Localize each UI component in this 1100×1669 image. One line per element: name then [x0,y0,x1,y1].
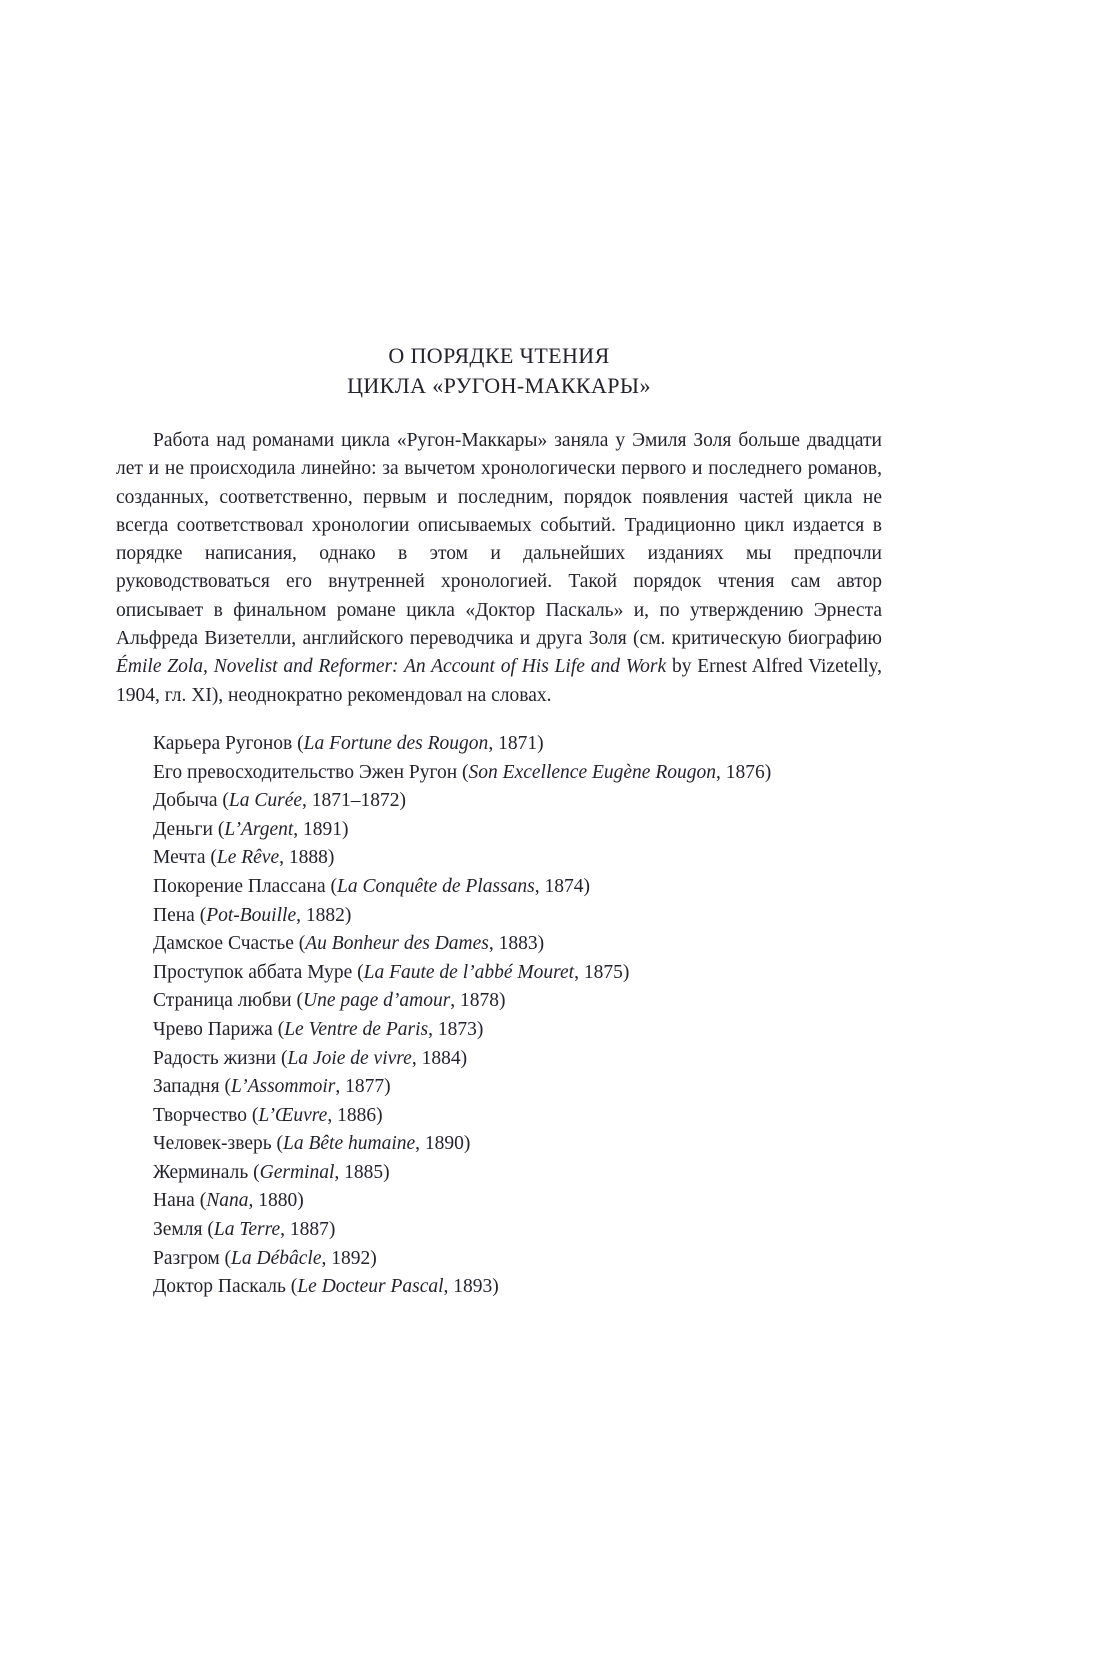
book-title-fr: Le Docteur Pascal [297,1276,444,1298]
book-title-fr: Au Bonheur des Dames [305,933,489,955]
book-title-fr: La Terre [213,1219,281,1241]
page-title-line2: ЦИКЛА «РУГОН-МАККАРЫ» [347,373,651,398]
book-year: , 1880) [248,1190,304,1212]
book-title-fr: Une page d’amour [302,990,451,1012]
book-year: , 1887) [280,1219,336,1241]
book-title-ru: Деньги ( [153,818,225,840]
book-year: , 1888) [279,847,335,869]
book-title-fr: L’Œuvre [258,1104,328,1126]
book-year: , 1884) [411,1047,468,1069]
book-item [116,730,882,759]
book-item [116,1273,882,1302]
book-title-ru: Проступок аббата Муре ( [153,961,364,983]
book-title-ru: Дамское Счастье ( [153,933,306,955]
book-title-fr: Nana [206,1190,249,1212]
book-title-fr: Son Excellence Eugène Rougon [468,761,716,783]
book-item [116,816,882,845]
book-title-ru: Земля ( [153,1219,214,1241]
book-title-ru: Покорение Плассана ( [153,875,338,897]
book-item [116,1216,882,1245]
book-title-ru: Жерминаль ( [153,1161,260,1183]
book-year: , 1890) [415,1133,471,1155]
book-year: , 1893) [443,1276,499,1298]
book-title-ru: Пена ( [153,904,207,926]
book-title-fr: La Joie de vivre [287,1047,412,1069]
book-year: , 1886) [327,1104,383,1126]
book-title-ru: Человек-зверь ( [153,1133,283,1155]
book-title-fr: L’Argent [224,818,294,840]
book-title-fr: Le Ventre de Paris [284,1018,429,1040]
book-title-ru: Мечта ( [153,847,217,869]
book-item [116,987,882,1016]
book-item [116,1130,882,1159]
book-page [116,341,882,1302]
page-title-line1: О ПОРЯДКЕ ЧТЕНИЯ [388,343,610,368]
book-list [116,730,882,1302]
book-year: , 1883) [488,933,545,955]
book-item [116,1073,882,1102]
book-year: , 1875) [574,961,630,983]
book-title-ru: Западня ( [153,1076,231,1098]
book-title-ru: Радость жизни ( [153,1047,288,1069]
book-title-fr: La Fortune des Rougon [303,732,489,754]
book-year: , 1885) [334,1161,390,1183]
book-year: , 1876) [715,761,772,783]
book-item [116,902,882,931]
book-title-ru: Творчество ( [153,1104,259,1126]
book-year: , 1891) [293,818,349,840]
book-item [116,959,882,988]
book-item [116,1102,882,1131]
book-title-ru: Карьера Ругонов ( [153,732,304,754]
book-title-ru: Разгром ( [153,1247,232,1269]
book-item [116,1159,882,1188]
paragraph-text-end: by Ernest Alfred Vizetelly, 1904, гл. XI), неоднократно рекомендовал на словах. [116,656,883,706]
book-title-fr: La Conquête de Plassans [337,875,535,897]
page-title [116,341,882,401]
book-title-fr: Le Rêve [216,847,280,869]
book-item [116,930,882,959]
book-item [116,1187,882,1216]
book-year: , 1877) [335,1076,391,1098]
book-year: , 1871–1872) [302,790,407,812]
book-year: , 1871) [488,732,544,754]
book-item [116,1045,882,1074]
book-year: , 1874) [534,875,590,897]
book-item [116,1245,882,1274]
book-title-fr: Germinal [259,1161,335,1183]
book-title-fr: La Débâcle [231,1247,322,1269]
paragraph-text: Работа над романами цикла «Ругон-Маккары» заняла у Эмиля Золя больше двадцати лет и не происходила линейно: за вычетом хронологически первого и последнего романов, созданных, соответственно, первым и последним, порядок появления частей цикла не всегда соответствовал хронологии описываемых событий. Традиционно цикл издается в порядке написания, однако в этом и дальнейших изданиях мы предпочли руководствоваться его внутренней хронологией. Такой порядок чтения сам автор описывает в финальном романе цикла «Доктор Паскаль» и, по утверждению Эрнеста Альфреда Визетелли, английского переводчика и друга Золя (см. критическую биографию [116,430,882,650]
book-title-fr: L’Assommoir [230,1076,336,1098]
book-title-fr: La Curée [228,790,303,812]
book-title-fr: La Bête humaine [283,1133,416,1155]
book-title-ru: Страница любви ( [153,990,303,1012]
book-year: , 1882) [296,904,352,926]
book-item [116,787,882,816]
book-item [116,759,882,788]
book-title-ru: Доктор Паскаль ( [153,1276,298,1298]
lead-paragraph [116,427,882,710]
book-item [116,1016,882,1045]
book-title-ru: Нана ( [153,1190,207,1212]
book-year: , 1873) [428,1018,484,1040]
book-title-ru: Его превосходительство Эжен Ругон ( [153,761,469,783]
book-year: , 1892) [321,1247,377,1269]
book-item [116,873,882,902]
book-title-ru: Чрево Парижа ( [153,1018,285,1040]
paragraph-italic-book-title: Émile Zola, Novelist and Reformer: An Account of His Life and Work [116,656,667,678]
book-title-fr: Pot-Bouille [206,904,297,926]
book-title-fr: La Faute de l’abbé Mouret [363,961,575,983]
book-item [116,844,882,873]
book-title-ru: Добыча ( [153,790,229,812]
book-year: , 1878) [450,990,506,1012]
